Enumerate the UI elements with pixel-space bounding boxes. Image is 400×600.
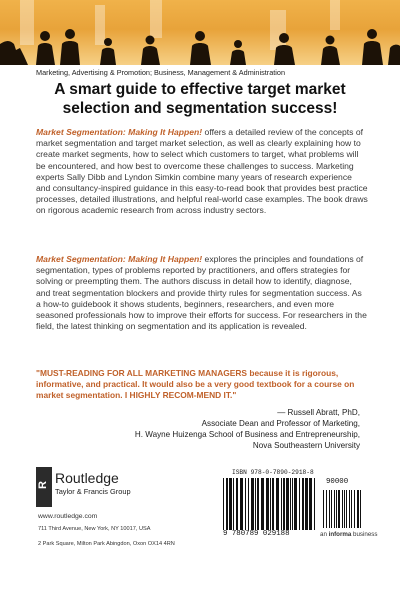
business-people-silhouette (0, 0, 400, 65)
endorser-name: — Russell Abratt, PhD, (277, 408, 360, 417)
routledge-logo-icon (36, 467, 52, 507)
paragraph-body: offers a detailed review of the concepts of market segmentation and target market selection, as well as clearly explaining how to create market segments, how to select which customers to target, what problems will be encountered, and how best to overcome these challenges to success. Marketing experts Sally Dibb and Lyndon Simkin combine many years of research experience and consultancy-inspired guidance in this easy-to-read book that provides best practice processes, detailed illustrations, and helpful real-world case examples. The book draws on rigorous academic research from across industry sectors. (36, 127, 368, 216)
informa-prefix: an (320, 531, 329, 538)
publisher-name: Routledge (55, 470, 119, 486)
back-cover-headline: A smart guide to effective target market selection and segmentation success! (54, 81, 346, 117)
endorsement-quote: "MUST-READING FOR ALL MARKETING MANAGERS because it is rigorous, informative, and practical. It would also be a very good textbook for a course on market segmentation. I HIGHLY RECOM-MEND IT." (36, 368, 355, 400)
publisher-url: www.routledge.com (38, 513, 98, 520)
description-paragraph-1 (36, 127, 368, 217)
endorser-school: H. Wayne Huizenga School of Business and Entrepreneurship, (134, 430, 360, 439)
price-barcode (323, 490, 363, 528)
cover-banner (0, 0, 400, 65)
isbn-barcode-digits: 9 780789 029188 (223, 530, 290, 538)
book-title-inline: Market Segmentation: Making It Happen! (36, 127, 203, 137)
publisher-address-us: 711 Third Avenue, New York, NY 10017, USA (38, 526, 151, 532)
isbn-barcode (223, 478, 319, 530)
price-code: 90000 (326, 478, 349, 486)
informa-business-tag (320, 531, 377, 538)
informa-suffix: business (351, 531, 378, 538)
paragraph-body: explores the principles and foundations of segmentation, types of problems reported by practitioners, and offers strategies for solving or preempting them. The authors discuss in detail how to identify, diagnose, and treat segmentation blockers and provide thirty rules for segmentation success. As a how-to guidebook it shows students, beginners, researchers, and even more seasoned professionals how to improve their efforts for success. For researchers in the field, the latest thinking on segmentation and its application is revealed. (36, 254, 367, 332)
publisher-group: Taylor & Francis Group (55, 487, 131, 496)
category-line: Marketing, Advertising & Promotion; Business, Management & Administration (36, 68, 286, 77)
informa-brand: informa (328, 531, 352, 538)
publisher-address-uk: 2 Park Square, Milton Park Abingdon, Oxon OX14 4RN (38, 541, 175, 547)
endorser-university: Nova Southeastern University (252, 441, 360, 450)
isbn-label: ISBN 978-0-7890-2918-8 (232, 469, 314, 476)
description-paragraph-2 (36, 254, 368, 332)
endorsement-attribution (60, 407, 360, 451)
endorser-title: Associate Dean and Professor of Marketing, (201, 419, 360, 428)
book-title-inline: Market Segmentation: Making It Happen! (36, 254, 203, 264)
